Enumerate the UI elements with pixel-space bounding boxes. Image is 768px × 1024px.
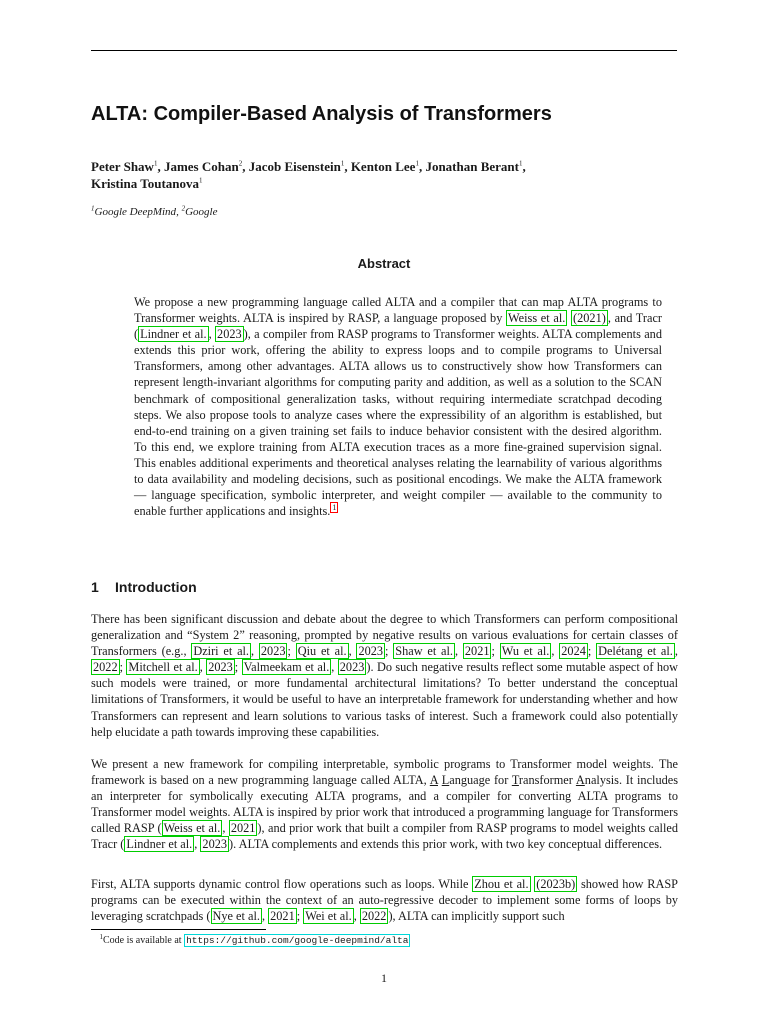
abstract-heading: Abstract [357,256,411,271]
affiliation-mark: 1 [199,176,203,185]
affiliation-mark: 1 [519,159,523,168]
header-rule [91,50,677,51]
author-name: James Cohan [163,159,239,174]
author-name: Kenton Lee [350,159,416,174]
paper-title: ALTA: Compiler-Based Analysis of Transformers [91,103,552,125]
citation-link[interactable]: Valmeekam et al. [243,660,330,675]
footnote-reference-link[interactable]: 1 [332,503,337,513]
affiliation-name: Google [185,206,218,218]
author-name: Kristina Toutanova [91,176,200,191]
citation-link[interactable]: Lindner et al. [126,837,193,852]
citation-link[interactable]: (2021) [573,311,606,326]
citation-link[interactable]: Delétang et al. [598,644,673,659]
citation-link[interactable]: Nye et al. [212,909,260,924]
citation-link[interactable]: (2023b) [536,877,576,891]
citation-link[interactable]: Zhou et al. [474,877,529,891]
citation-link[interactable]: 2023 [202,837,228,852]
abstract-text: We propose a new programming language called ALTA and a compiler that can map ALTA programs to Transformer weights. ALTA is inspired by RASP, a language proposed by Weiss et al. (2021) , and Tracr ( Lindner et al. , 2023 ), a compiler from RASP programs to Transformer weights. ALTA complements and extends this prior work, offering the ability to express loops and to compile programs to Universal Transformers, among other advantages. ALTA allows us to constructively show how Transformers can represent length-invariant algorithms for computing parity and addition, as well as a solution to the SCAN benchmark of compositional generalization tasks, without requiring intermediate scratchpad decoding steps. We also propose tools to analyze cases where the expressibility of an algorithm is established, but end-to-end training on a given training set fails to induce behavior consistent with the desired algorithm. To this end, we explore training from ALTA execution traces as a more fine-grained supervision signal. This enables additional experiments and theoretical analyses relating the learnability of various algorithms to data availability and modeling decisions, such as positional encodings. We make the ALTA framework — language specification, symbolic interpreter, and weight compiler — available to the community to enable further applications and insights. $^1$ [134,295,662,519]
citation-link[interactable]: 2023 [358,644,384,659]
author-list: Peter Shaw$^1$, James Cohan$^2$, Jacob Eisenstein$^1$, Kenton Lee$^1$, Jonathan Berant$^1$, Kristina Toutanova$^1$ [91,159,526,191]
footnote-rule [91,929,266,930]
citation-link[interactable]: 2022 [361,909,387,924]
citation-link[interactable]: 2021 [270,909,295,924]
affiliation-mark: 1 [340,159,345,168]
footnote-text: Code is available at [103,935,185,946]
citation-link[interactable]: 2023 [339,660,365,675]
citation-link[interactable]: Wu et al. [501,644,550,659]
intro-paragraph: First, ALTA supports dynamic control flow operations such as loops. While Zhou et al. (2023b) showed how RASP programs can be executed within the context of an auto-regressive decoder to implement some forms of loops by leveraging scratchpads ( Nye et al. , 2021 ; Wei et al. , 2022 ), ALTA can implicitly support such [91,877,678,924]
author-name: Jacob Eisenstein [248,159,341,174]
section-title: Introduction [115,579,197,595]
author-name: Peter Shaw [91,159,154,174]
citation-link[interactable]: 2023 [260,644,286,659]
author-name: Jonathan Berant [425,159,519,174]
footnote: $^1$Code is available at https://github.com/google-deepmind/alta [99,932,409,946]
citation-link[interactable]: 2024 [561,644,586,659]
affiliations: $^1$Google DeepMind, $^2$Google [91,204,218,218]
citation-link[interactable]: Shaw et al. [395,644,454,659]
citation-link[interactable]: Lindner et al. [140,327,207,342]
page-number: 1 [381,971,387,985]
affiliation-mark: 1 [91,204,95,213]
citation-link[interactable]: 2021 [230,821,256,836]
citation-link[interactable]: 2023 [217,327,242,342]
citation-link[interactable]: 2022 [93,660,118,675]
affiliation-mark: 2 [238,159,243,168]
affiliation-mark: 2 [181,204,186,213]
citation-link[interactable]: Mitchell et al. [128,660,198,675]
affiliation-mark: 1 [415,159,419,168]
affiliation-name: Google DeepMind [94,206,177,218]
citation-link[interactable]: Weiss et al. [508,311,566,326]
citation-link[interactable]: Weiss et al. [163,821,221,836]
citation-link[interactable]: Qiu et al. [297,644,347,659]
citation-link[interactable]: Dziri et al. [193,644,250,659]
citation-link[interactable]: Wei et al. [305,909,352,924]
citation-link[interactable]: 2023 [208,660,233,675]
section-heading [91,578,197,596]
intro-paragraph: We present a new framework for compiling interpretable, symbolic programs to Transformer model weights. The framework is based on a new programming language called ALTA, A Language for Transformer Analysis. It includes an interpreter for symbolically executing ALTA programs, and a compiler for converting ALTA programs to Transformer model weights. ALTA is inspired by prior work that introduced a programming language for Transformers called RASP ( Weiss et al. , 2021 ), and prior work that built a compiler from RASP programs to model weights called Tracr ( Lindner et al. , 2023 ). ALTA complements and extends this prior work, with two key conceptual differences. [91,757,678,852]
affiliation-mark: 1 [153,159,158,168]
intro-paragraph: There has been significant discussion and debate about the degree to which Transformers can perform compositional generalization and “System 2” reasoning, prompted by negative results on various evaluations for certain classes of Transformers (e.g., Dziri et al. , 2023 ; Qiu et al. , 2023 ; Shaw et al. , 2021 ; Wu et al. , 2024 ; Delétang et al. , 2022 ; Mitchell et al. , 2023 ; Valmeekam et al. , 2023 ). Do such negative results reflect some mutable aspect of how such models were trained, or more fundamental architectural limitations? To better understand the conceptual limitations of Transformers, it would be useful to have an interpretable framework for understanding whether and how Transformers can represent and learn solutions to various tasks of interest. Such a framework could also potentially help elucidate a path towards improving these capabilities. [91,612,678,739]
code-url-link[interactable]: https://github.com/google-deepmind/alta [186,935,409,946]
citation-link[interactable]: 2021 [464,644,490,659]
section-number: 1 [91,579,99,595]
